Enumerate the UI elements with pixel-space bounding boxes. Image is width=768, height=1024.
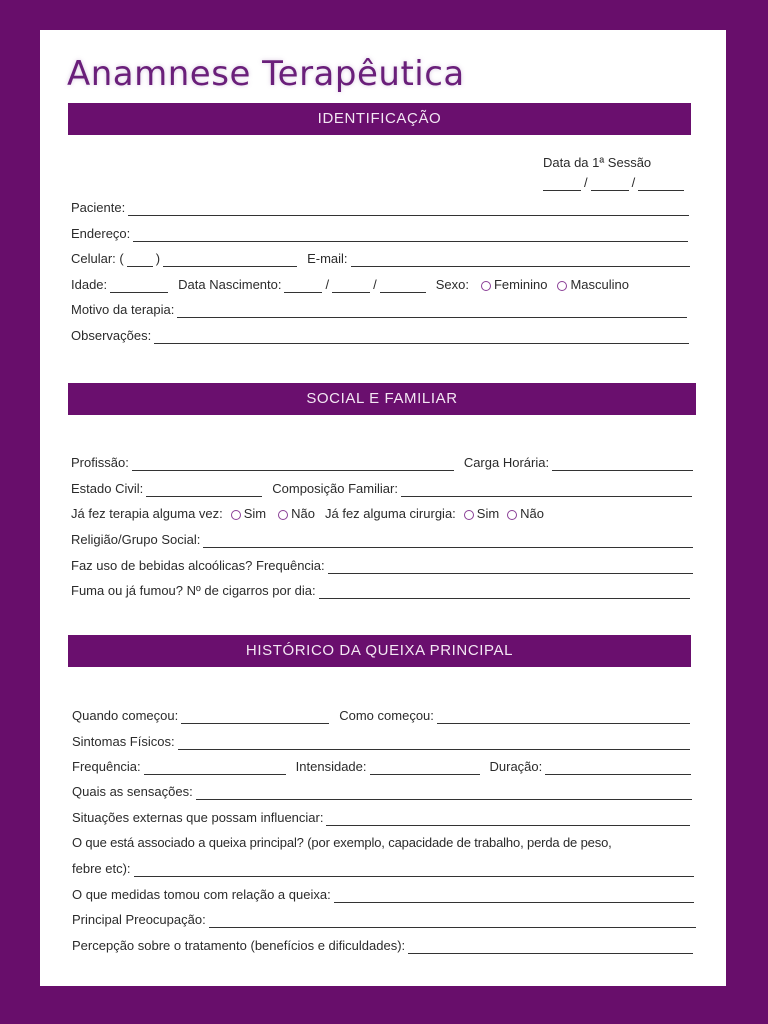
profession-label: Profissão: [71,455,129,470]
profession-workload-row [71,453,693,471]
external-situations-line[interactable] [326,813,690,826]
main-concern-field[interactable] [72,910,696,928]
date-slash: / [325,277,330,292]
family-composition-line[interactable] [401,484,692,497]
therapy-reason-label: Motivo da terapia: [71,302,175,317]
civil-family-row [71,479,692,497]
date-slash: / [631,175,636,190]
sex-option-masculino-label: Masculino [570,277,629,292]
religion-field[interactable] [71,530,693,548]
sensations-line[interactable] [196,787,692,800]
page-title: Anamnese Terapêutica [67,54,465,94]
observations-field[interactable] [71,326,689,344]
alcohol-label: Faz uso de bebidas alcoólicas? Frequência: [71,558,325,573]
therapy-reason-line[interactable] [177,305,687,318]
onset-how-line[interactable] [437,711,690,724]
birth-year-line[interactable] [380,280,426,293]
email-line[interactable] [351,254,690,267]
physical-symptoms-field[interactable] [72,732,690,750]
duration-line[interactable] [545,762,691,775]
observations-line[interactable] [154,331,689,344]
onset-row [72,706,690,724]
therapy-option-nao[interactable] [278,506,315,522]
radio-circle-icon[interactable] [464,510,474,520]
session-date-label: Data da 1ª Sessão [543,155,652,170]
civil-status-label: Estado Civil: [71,481,144,496]
family-composition-label: Composição Familiar: [272,481,398,496]
physical-symptoms-label: Sintomas Físicos: [72,734,175,749]
treatment-perception-label: Percepção sobre o tratamento (benefícios e dificuldades): [72,938,406,953]
section-header-historico: HISTÓRICO DA QUEIXA PRINCIPAL [68,635,691,667]
session-date-field[interactable] [543,173,689,191]
surgery-option-nao[interactable] [507,506,544,522]
therapy-option-sim-label: Sim [243,506,267,521]
surgery-option-nao-label: Não [520,506,545,521]
smoking-line[interactable] [319,586,690,599]
smoking-field[interactable] [71,581,690,599]
profession-line[interactable] [132,458,454,471]
address-field[interactable] [71,224,688,242]
main-concern-label: Principal Preocupação: [72,912,206,927]
phone-number-line[interactable] [163,254,297,267]
therapy-surgery-row [71,504,631,522]
age-line[interactable] [110,280,168,293]
sex-option-feminino-label: Feminino [493,277,548,292]
patient-label: Paciente: [71,200,126,215]
external-situations-label: Situações externas que possam influenciar: [72,810,324,825]
phone-close-paren: ) [155,251,161,266]
treatment-perception-field[interactable] [72,936,693,954]
sex-label: Sexo: [435,277,469,292]
external-situations-field[interactable] [72,808,690,826]
workload-line[interactable] [552,458,693,471]
workload-label: Carga Horária: [463,455,550,470]
therapy-option-sim[interactable] [231,506,266,522]
frequency-line[interactable] [144,762,286,775]
observations-label: Observações: [71,328,152,343]
civil-status-line[interactable] [146,484,262,497]
physical-symptoms-line[interactable] [178,737,690,750]
age-label: Idade: [71,277,108,292]
onset-how-label: Como começou: [339,708,434,723]
surgery-label: Já fez alguma cirurgia: [325,506,456,521]
sensations-label: Quais as sensações: [72,784,193,799]
smoking-label: Fuma ou já fumou? Nº de cigarros por dia: [71,583,316,598]
treatment-perception-line[interactable] [408,941,693,954]
measures-taken-field[interactable] [72,885,694,903]
alcohol-line[interactable] [328,561,693,574]
sex-option-feminino[interactable] [481,277,547,293]
measures-taken-label: O que medidas tomou com relação a queixa: [72,887,331,902]
radio-circle-icon[interactable] [481,281,491,291]
frequency-label: Frequência: [72,759,141,774]
sensations-field[interactable] [72,782,692,800]
previous-therapy-label: Já fez terapia alguma vez: [71,506,223,521]
duration-label: Duração: [489,759,543,774]
religion-line[interactable] [203,535,693,548]
birth-day-line[interactable] [284,280,322,293]
onset-when-label: Quando começou: [72,708,179,723]
therapy-option-nao-label: Não [291,506,315,521]
email-label: E-mail: [307,251,348,266]
frequency-intensity-row [72,757,691,775]
main-concern-line[interactable] [209,915,696,928]
associated-complaint-label-continued: febre etc): [72,861,131,876]
section-header-social: SOCIAL E FAMILIAR [68,383,696,415]
intensity-label: Intensidade: [295,759,367,774]
phone-area-code-line[interactable] [127,254,153,267]
intensity-line[interactable] [370,762,480,775]
session-day-line[interactable] [543,178,581,191]
birth-month-line[interactable] [332,280,370,293]
form-sheet [40,30,726,986]
phone-email-row [71,249,690,267]
radio-circle-icon[interactable] [507,510,517,520]
patient-line[interactable] [128,203,689,216]
radio-circle-icon[interactable] [557,281,567,291]
therapy-reason-field[interactable] [71,300,687,318]
address-line[interactable] [133,229,688,242]
section-header-identificacao: IDENTIFICAÇÃO [68,103,691,135]
phone-label: Celular: ( [71,251,124,266]
religion-label: Religião/Grupo Social: [71,532,201,547]
onset-when-line[interactable] [181,711,329,724]
sex-option-masculino[interactable] [557,277,629,293]
surgery-option-sim-label: Sim [476,506,500,521]
radio-circle-icon[interactable] [278,510,288,520]
age-birth-sex-row [71,275,691,293]
date-slash: / [373,277,377,292]
alcohol-field[interactable] [71,556,693,574]
associated-complaint-field[interactable] [72,859,694,877]
measures-taken-line[interactable] [334,890,694,903]
associated-complaint-line[interactable] [134,864,694,877]
radio-circle-icon[interactable] [231,510,241,520]
session-month-line[interactable] [591,178,629,191]
session-date-label-row [543,153,651,171]
patient-field[interactable] [71,198,689,216]
associated-complaint-label: O que está associado a queixa principal? (por exemplo, capacidade de trabalho, perda de peso, [72,835,612,850]
surgery-option-sim[interactable] [464,506,499,522]
associated-complaint-row [72,833,692,851]
date-slash: / [584,175,588,190]
birth-date-label: Data Nascimento: [178,277,282,292]
session-year-line[interactable] [638,178,684,191]
address-label: Endereço: [71,226,131,241]
